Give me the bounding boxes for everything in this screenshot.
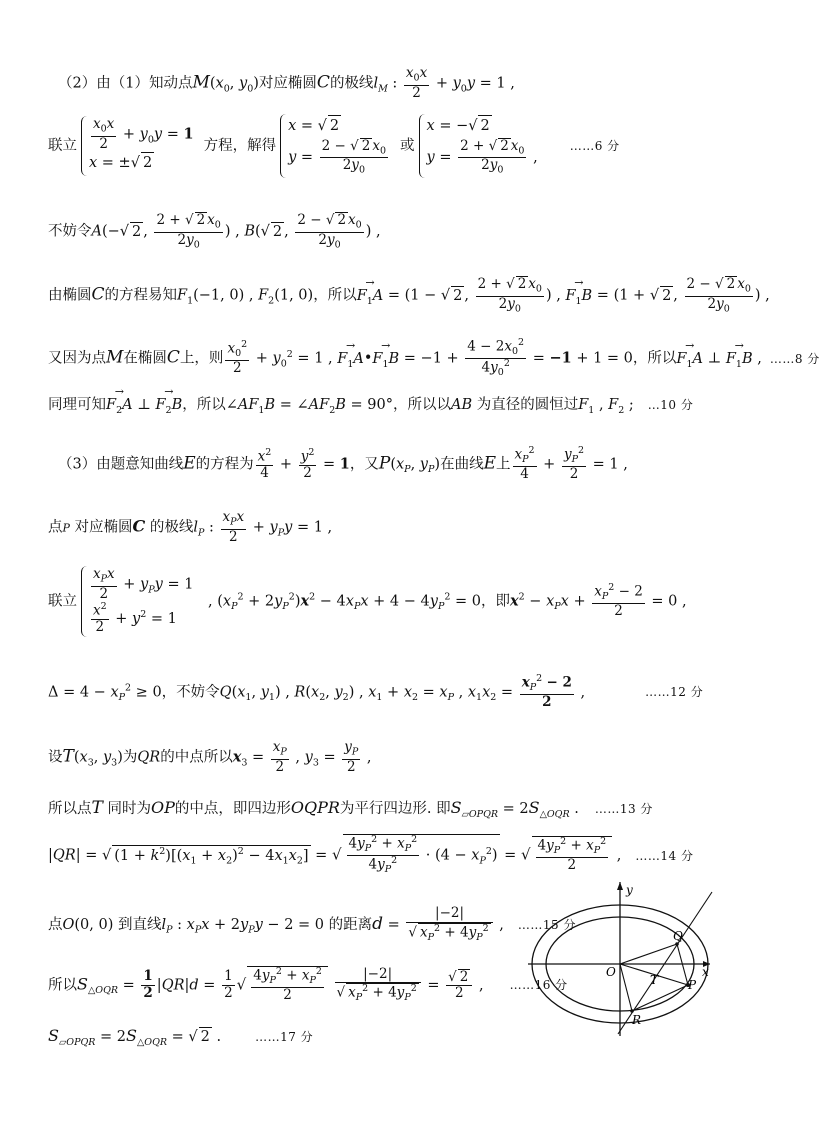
foci-vectors: 由椭圆C的方程易知$F_1(-1$, 0) , $F_2(1$, 0)，所以→ $F_1A = (1$ − √ 2 , $\frac{2 + √ 2 x_0}{2y_0}$ ) , → $F_1B = (1$ + √ 2 , $\frac{2 - √ 2 x_0}{2y_0}$ ) , [48, 276, 748, 315]
text: 在椭圆 [123, 350, 167, 367]
text: 所以点 [48, 801, 92, 817]
polar-line-P: 点P 对应椭圆C 的极线$l_P$ : $\frac{x_Px}{2}$ + $y_Py = 1$ , [48, 509, 333, 545]
text: 为直径的圆恒过 [476, 397, 579, 413]
text: 的距离 [328, 916, 373, 933]
midpoint-T: 设$T(x_3$, $y_3$)为QR的中点所以$x_3$ = $\frac{x_P}{2}$ , $y_3$ = $\frac{y_P}{2}$ , [48, 739, 372, 775]
chord-length: |QR| = √ $(1 + k^2)[(x_1 + x_2)^2 - 4x_1x_2]$ = √ $\frac{4y_P^2 + x_P^2}{4y_P^2}$ · $(4 - x_P^2)$ = √ $\frac{4y_P^2 + x_P^2}{2}$ , ……14 分 [48, 834, 694, 876]
text: 点 [48, 519, 63, 536]
assume-AB: 不妨令A(−√ 2 , $\frac{2 + √ 2 x_0}{2y_0}$ ) , B(√ 2 , $\frac{2 - √ 2 x_0}{2y_0}$ ) , [48, 212, 381, 251]
score-mark: ……16 分 [509, 978, 568, 993]
text: ，又 [349, 456, 379, 473]
label-y: y [626, 883, 633, 897]
score-mark: …10 分 [647, 398, 694, 412]
system-2: 联立 $\frac{x_Px}{2}$ + $y_Py = 1$ $\frac{x^2}{2}$ + $y^2 = 1$ , $(x_P^2 + 2y_P^2)x^2 - 4x_Px + 4 - 4y_P^2 = 0$，即$x^2 - x_Px$ + $\frac{x_P^2 - 2}{2}$ = 0 , [48, 566, 687, 636]
distance-O: 点O(0, 0) 到直线$l_P$ : $x_Px + 2y_Py - 2 = 0$ 的距离d = $\frac{|-2|}{√ x_P^2 + 4y_P^2}$ , ……15 分 [48, 905, 576, 943]
score-mark: ……6 分 [569, 138, 620, 153]
segment-OR [620, 964, 632, 1011]
text: 的中点，即四边形 [174, 801, 291, 817]
part3-intro: （3）由题意知曲线E的方程为 $\frac{x^2}{4}$ + $\frac{y^2}{2}$ = 1，又$P(x_P$, $y_P$)在曲线E上 $\frac{x_P^2}{4}$ + $\frac{y_P^2}{2}$ = 1 , [58, 445, 628, 483]
score-mark: ……12 分 [645, 685, 704, 700]
part2-intro: （2）由（1）知动点$M(x_0$, $y_0$)对应椭圆C的极线$l_M$ : $\frac{x_0x}{2}$ + $y_0y = 1$ , [58, 65, 515, 101]
text: ，所以 [632, 350, 677, 367]
score-mark: ……15 分 [517, 917, 576, 932]
score-mark: ……13 分 [594, 802, 653, 816]
text: （3）由题意知曲线 [58, 456, 184, 473]
label-R: R [632, 1013, 642, 1027]
area-OQR: 所以$S_{\triangle OQR}$ = $\frac{1}{2}$ |QR|d = $\frac{1}{2}$ √ $\frac{4y_P^2 + x_P^2}{2}$ $\frac{|-2|}{√ x_P^2 + 4y_P^2}$ = $\frac{√ 2}{2}$ , ……16 分 [48, 965, 568, 1004]
text: 的极线 [329, 75, 374, 92]
label-T: T [650, 973, 659, 987]
text: 的中点所以 [160, 749, 233, 766]
text: 为平行四边形. 即 [339, 801, 451, 817]
text: 方程，解得 [203, 137, 277, 154]
perpendicular-F2: 同理可知→ $F_2A$ ⊥ → $F_2B$，所以$\angle AF_1B$ = $\angle AF_2B = 90^\circ$，所以以AB 为直径的圆恒过$F_1$ , $F_2$ ; …10 分 [48, 396, 748, 417]
text: 为 [122, 749, 138, 766]
text: 在曲线 [440, 456, 484, 473]
text: 所以 [48, 977, 77, 994]
text: 设 [48, 749, 63, 766]
text: 上 [496, 456, 511, 473]
text: ，所以 [182, 397, 226, 413]
text: 同时为 [107, 801, 151, 817]
label-P: P [688, 978, 697, 992]
text: 点 [48, 916, 63, 933]
label-O: O [606, 965, 616, 979]
text: 的方程为 [195, 456, 254, 473]
discriminant: $\Delta = 4 - x_P^2 \ge 0$，不妨令$Q(x_1$, $y_1$) , $R(x_2$, $y_2$) , $x_1 + x_2 = x_P$ , $x_1x_2$ = $\frac{x_P^2 - 2}{2}$ , ……12 分 [48, 673, 704, 711]
text: 对应椭圆 [258, 75, 317, 92]
text: ，不妨令 [161, 684, 220, 701]
segment-OQ [620, 944, 677, 964]
text: ，即 [481, 593, 510, 610]
text: 的极线 [149, 519, 194, 536]
y-axis-arrow [617, 882, 623, 890]
system-1: 联立 $\frac{x_0x}{2}$ + $y_0y = 1$ x = ±√ 2 方程，解得 x = √ 2 y = $\frac{2 - √ 2 x_0}{2y_0}$ 或 x = −√ 2 y = $\frac{2 + √ 2 x_0}{2y_0}$ , ……6 分 [48, 114, 748, 178]
area-parallelogram: $S_{▱OPQR} = 2S_{\triangle OQR}$ = √ 2 . ……17 分 [48, 1026, 314, 1048]
text: ，所以以 [392, 397, 451, 413]
label-Q: Q [673, 929, 683, 943]
text: 对应椭圆 [74, 519, 133, 536]
text: 由椭圆 [48, 287, 92, 304]
score-mark: ……14 分 [635, 848, 694, 863]
ellipse-figure [517, 878, 720, 1038]
text: 上，则 [179, 350, 224, 367]
text: ，所以 [313, 287, 357, 304]
text: 到直线 [117, 916, 162, 933]
text: 或 [400, 137, 415, 154]
text: 又因为点 [48, 350, 106, 367]
score-mark: ……17 分 [255, 1030, 314, 1044]
text: （2）由（1）知动点 [58, 75, 193, 92]
parallelogram: 所以点T 同时为OP的中点，即四边形OQPR为平行四边形. 即$S_{▱OPQR} = 2S_{\triangle OQR}$ . ……13 分 [48, 798, 653, 820]
label-x: x [702, 965, 709, 979]
perpendicular-F1: 又因为点M在椭圆C上，则 $\frac{x_0^2}{2}$ + $y_0^2 = 1$ , → $F_1A•\to F_1B = -1$ + $\frac{4 - 2x_0^2}{4y_0^2}$ = −1 + 1 = 0，所以→ $F_1A$ ⊥ → $F_1B$ , ……8 分 [48, 338, 748, 379]
score-mark: ……8 分 [769, 351, 820, 366]
text: 不妨令 [48, 223, 92, 240]
text: 联立 [48, 137, 77, 154]
text: 联立 [48, 593, 77, 610]
text: 的方程易知 [104, 287, 178, 304]
text: 同理可知 [48, 397, 106, 413]
